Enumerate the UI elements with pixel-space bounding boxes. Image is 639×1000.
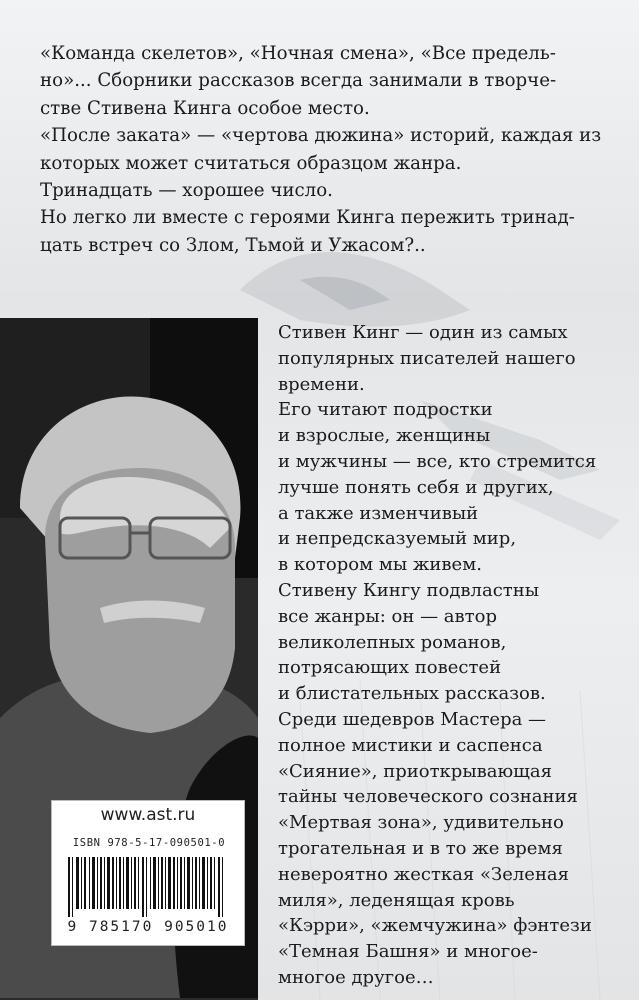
intro-line: которых может считаться образцом жанра. [40,152,462,174]
bio-line: великолепных романов, [278,631,507,653]
intro-line: цать встреч со Злом, Тьмой и Ужасом?.. [40,234,426,256]
intro-line: но»... Сборники рассказов всегда занимали в творче- [40,70,557,92]
bio-line: «Кэрри», «жемчужина» фэнтези [278,915,592,937]
bio-line: «Темная Башня» и многое- [278,941,538,963]
bio-line: и непредсказуемый мир, [278,528,517,550]
bio-line: Среди шедевров Мастера — [278,708,547,730]
intro-line: Но легко ли вместе с героями Кинга пережить тринад- [40,207,575,229]
bio-line: Его читают подростки [278,399,493,421]
bio-line: невероятно жесткая «Зеленая [278,863,570,885]
intro-line: стве Стивена Кинга особое место. [40,97,370,119]
bio-line: лучше понять себя и других, [278,476,554,498]
bio-line: Стивену Кингу подвластны [278,579,540,601]
intro-line: «Команда скелетов», «Ночная смена», «Все предель- [40,43,556,64]
barcode-label [51,800,245,946]
bio-line: времени. [278,373,365,395]
bio-line: многое другое… [278,966,434,988]
bio-line: популярных писателей нашего [278,347,576,369]
author-bio [278,320,638,991]
bio-line: «Сияние», приоткрывающая [278,760,553,782]
bio-line: и блистательных рассказов. [278,683,546,705]
bio-line: миля», леденящая кровь [278,889,515,911]
intro-line: «После заката» — «чертова дюжина» историй, каждая из [40,125,602,147]
bio-line: все жанры: он — автор [278,605,497,627]
barcode-digits: 9 785170 905010 [67,919,229,935]
bio-line: в котором мы живем. [278,554,482,576]
intro-line: Тринадцать — хорошее число. [40,180,333,202]
bio-line: и взрослые, женщины [278,425,491,447]
bio-line: тайны человеческого сознания [278,786,578,808]
barcode-bars [68,857,228,917]
isbn-text: ISBN 978-5-17-090501-0 [72,837,226,849]
bio-line: «Мертвая зона», удивительно [278,812,564,834]
intro-text [40,40,620,259]
bio-line: и мужчины — все, кто стремится [278,450,597,472]
publisher-website: www.ast.ru [100,805,196,825]
bio-line: Стивен Кинг — один из самых [278,322,568,343]
bio-line: полное мистики и саспенса [278,734,543,756]
bio-line: а также изменчивый [278,502,479,524]
bio-line: потрясающих повестей [278,657,502,679]
bio-line: трогательная и в то же время [278,837,563,859]
